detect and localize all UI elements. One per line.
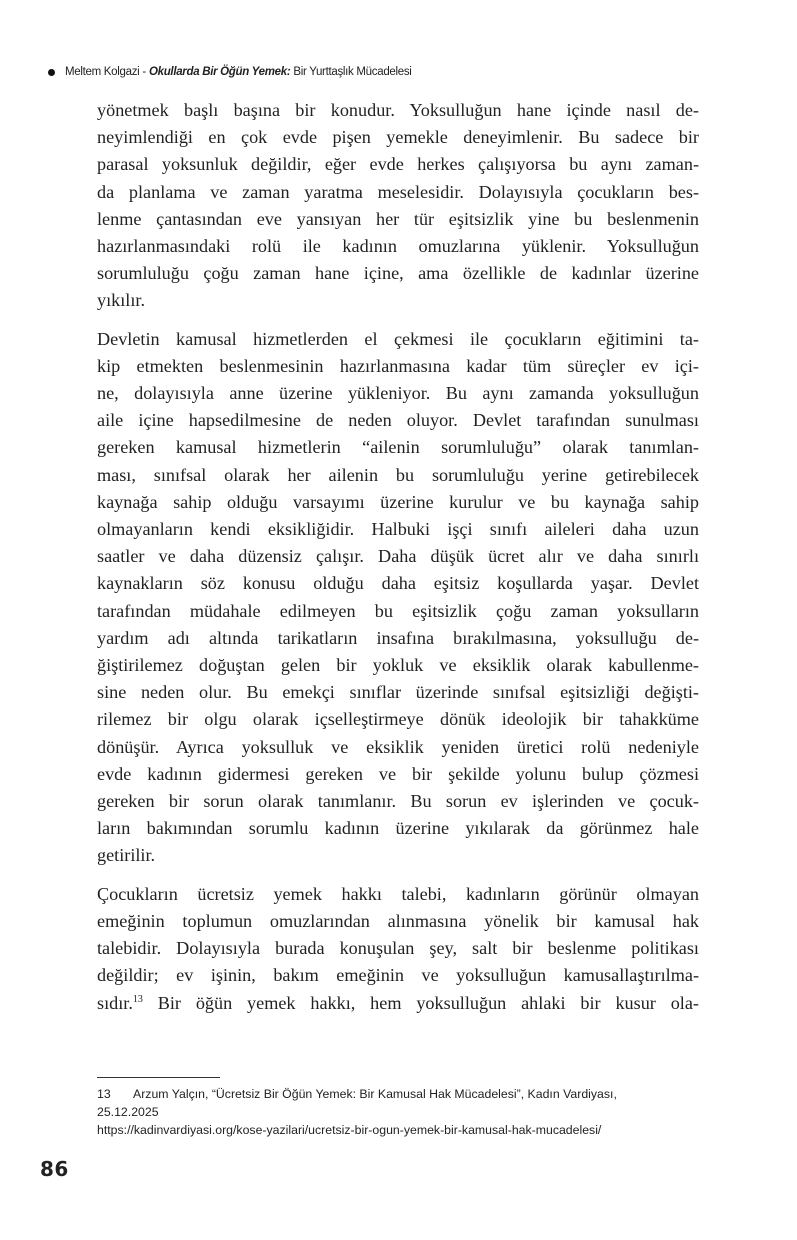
text-line: lenme çantasından eve yansıyan her tür eşitsizlik yine bu beslenmenin [97,208,699,229]
header-bullet-icon [48,69,55,76]
text-line: rilemez bir olgu olarak içselleştirmeye dönük ideolojik bir tahakküme [97,709,699,730]
footnote-13 [97,1085,707,1139]
header-separator: - [142,66,146,78]
text-line-with-footnote-ref [97,990,699,1017]
text-line: Çocukların ücretsiz yemek hakkı talebi, kadınların görünür olmayan [97,883,699,904]
text-line: neyimlendiği en çok evde pişen yemekle deneyimlenir. Bu sadece bir [97,127,699,148]
text-line: talebidir. Dolayısıyla burada konuşulan şey, salt bir beslenme politikası [97,938,699,959]
text-line: aile içine hapsedilmesine de neden oluyor. Devlet tarafından sunulması [97,410,699,431]
text-line: ması, sınıfsal olarak her ailenin bu sorumluluğu yerine getirebilecek [97,464,699,485]
text-line: kip etmekten beslenmesinin hazırlanmasına kadar tüm süreçler ev içi- [97,355,699,376]
header-book-title: Okullarda Bir Öğün Yemek: [148,66,291,78]
footnote-citation: Arzum Yalçın, “Ücretsiz Bir Öğün Yemek: Bir Kamusal Hak Mücadelesi”, Kadın Vardiyası, [133,1087,617,1101]
text-line: da planlama ve zaman yaratma meselesidir. Dolayısıyla çocukların bes- [97,181,699,202]
text-line: dönüşür. Ayrıca yoksulluk ve eksiklik yeniden üretici rolü nedeniyle [97,736,699,757]
text-line: yardım adı altında tarikatların insafına bırakılmasına, yoksulluğu de- [97,627,699,648]
paragraph-3 [97,881,699,1017]
text-line: emeğinin toplumun omuzlarından alınmasına yönelik bir kamusal hak [97,910,699,931]
text-line: ne, dolayısıyla anne üzerine yükleniyor. Bu aynı zamanda yoksulluğun [97,383,699,404]
text-line: kaynağa sahip olduğu varsayımı üzerine kurulur ve bu kaynağa sahip [97,491,699,512]
text-fragment: Bir öğün yemek hakkı, hem yoksulluğun ahlaki bir kusur ola- [142,992,699,1013]
header-book-subtitle: Bir Yurttaşlık Mücadelesi [293,66,412,78]
text-line: yıkılır. [97,290,145,311]
text-line: ların bakımından sorumlu kadının üzerine yıkılarak da görünmez hale [97,818,699,839]
footnote-divider [97,1077,220,1078]
footnote-reference[interactable]: 13 [132,993,143,1005]
footnote-date: 25.12.2025 [97,1105,159,1119]
text-line: sine neden olur. Bu emekçi sınıflar üzerinde sınıfsal eşitsizliği değişti- [97,682,699,703]
text-line: ğiştirilemez doğuştan gelen bir yokluk ve eksiklik olarak kabullenme- [97,655,699,676]
text-line: sorumluluğu çoğu zaman hane içine, ama özellikle de kadınlar üzerine [97,263,699,284]
body-text [97,97,699,1017]
footnote-url-link[interactable]: https://kadinvardiyasi.org/kose-yazilari/ucretsiz-bir-ogun-yemek-bir-kamusal-hak-mucadelesi/ [97,1123,602,1137]
text-line: evde kadının gidermesi gereken ve bir şekilde yolunu bulup çözmesi [97,763,699,784]
text-line: gereken bir sorun olarak tanımlanır. Bu sorun ev işlerinden ve çocuk- [97,791,699,812]
text-line: değildir; ev işinin, bakım emeğinin ve yoksulluğun kamusallaştırılma- [97,965,699,986]
text-line: hazırlanmasındaki rolü ile kadının omuzlarına yüklenir. Yoksulluğun [97,236,699,257]
text-line: kaynakların söz konusu olduğu daha eşitsiz koşullarda yaşar. Devlet [97,573,699,594]
text-line: olmayanların kendi eksikliğidir. Halbuki işçi sınıfı aileleri daha uzun [97,519,699,540]
page-number: 86 [40,1157,69,1181]
text-line: saatler ve daha düzensiz çalışır. Daha düşük ücret alır ve daha sınırlı [97,546,699,567]
paragraph-1 [97,97,699,315]
text-line: yönetmek başlı başına bir konudur. Yoksulluğun hane içinde nasıl de- [97,100,699,120]
footnote-first-line [97,1085,707,1103]
paragraph-2 [97,326,699,870]
text-line: getirilir. [97,845,156,866]
text-fragment: sıdır. [97,992,133,1013]
running-header [48,66,412,78]
text-line: parasal yoksunluk değildir, eğer evde herkes çalışıyorsa bu aynı zaman- [97,154,699,175]
text-line: gereken kamusal hizmetlerin “ailenin sorumluluğu” olarak tanımlan- [97,437,699,458]
header-author: Meltem Kolgazi [65,66,140,78]
text-line: Devletin kamusal hizmetlerden el çekmesi ile çocukların eğitimini ta- [97,328,699,349]
text-line: tarafından müdahale edilmeyen bu eşitsizlik çoğu zaman yoksulların [97,600,699,621]
footnote-number: 13 [97,1087,111,1101]
